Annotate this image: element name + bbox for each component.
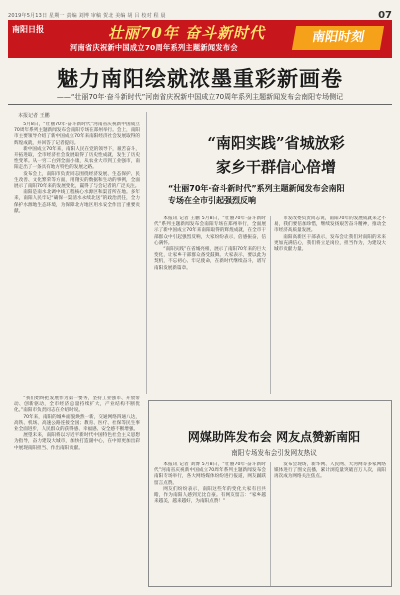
main-paragraph: 70年来，南阳的城乡面貌焕然一新，交通网络四通八达，高铁、机场、高速公路连接全国；教育、医疗、社保等民生事业全面进步，人民群众的获得感、幸福感、安全感不断增强。 <box>14 414 140 433</box>
side-paragraph: 南阳高新区干部表示，发布会让我们对南阳的未来更加充满信心，我们将立足岗位，担当作为，为建设大城市贡献力量。 <box>274 234 386 253</box>
side-paragraph: 本报讯 记者 王鹏 5月8日，“壮丽70年·奋斗新时代”系列主题新闻发布会南阳专场在郑州举行，全面展示了新中国成立70年来南阳取得的辉煌成就，在全市干部群众中引起强烈反响，大家纷纷表示，倍感振奋，信心满怀。 <box>154 216 266 246</box>
banner-subslogan: 河南省庆祝新中国成立70周年系列主题新闻发布会 <box>70 43 238 52</box>
netmedia-article-title: 网媒助阵发布会 网友点赞新南阳 <box>187 430 361 444</box>
side-article-col1 <box>154 216 266 396</box>
side-sub-line1: “壮丽70年·奋斗新时代”系列主题新闻发布会南阳 <box>168 184 345 193</box>
main-article-col1 <box>14 122 140 392</box>
issue-info: 2019年5月13日 星期一 责编 刘博 审稿 贺北 美编 胡 吕 校对 程 晨 <box>8 12 166 19</box>
column-divider <box>146 112 147 394</box>
main-paragraph: 南阳是南水北调中线工程核心水源区和渠首所在地。多年来，南阳人民牢记“确保一渠清水永续北送”的政治责任，全力保护水源地生态环境，为保障北方地区用水安全作出了重要贡献。 <box>14 190 140 214</box>
byline: 本报记者 王鹏 <box>18 113 50 119</box>
main-article-col1-lower <box>14 396 140 586</box>
page-number: 07 <box>378 9 392 21</box>
main-paragraph: 发布会上，南阳市负责同志围绕经济发展、生态保护、民生改善、文化繁荣等方面，用翔实的数据和生动的事例，全面展示了南阳70年来的发展变化，赢得了与会记者的广泛关注。 <box>14 171 140 190</box>
headline-divider <box>8 104 392 105</box>
main-paragraph: 新中国成立70年来，南阳人民在党的领导下，艰苦奋斗，开拓进取，全市经济社会发展取得了历史性成就，发生了历史性变革。从一穷二白到全面小康，从农业大市到工业强市，南阳走出了一条具有地方特色的发展之路。 <box>14 146 140 171</box>
side-title-line1: “南阳实践”省城放彩 <box>207 134 345 152</box>
side-paragraph: 市发改委负责同志说，南阳70年的发展成就来之不易，我们要倍加珍惜，继续发扬艰苦奋斗精神，推动全市经济高质量发展。 <box>274 216 386 234</box>
page-headline: 魅力南阳绘就浓墨重彩新画卷 <box>57 66 343 91</box>
netmedia-paragraph: 本报讯 记者 刘博 5月8日，“壮丽70年·奋斗新时代”河南省庆祝新中国成立70周年系列主题新闻发布会南阳专场举行，各大网络媒体纷纷进行报道，网友踊跃留言点赞。 <box>154 462 266 486</box>
banner-slogan: 壮丽70年 奋斗新时代 <box>108 24 266 42</box>
side-paragraph: “南阳实践”在省城亮相，展示了南阳70年来的巨大变化，让家乡干部群众备受鼓舞。大家表示，要以此为契机，不忘初心、牢记使命，在新时代继续奋斗，谱写南阳发展新篇章。 <box>154 247 266 271</box>
side-title-line2: 家乡干群信心倍增 <box>215 158 336 176</box>
column-divider <box>270 216 271 394</box>
masthead-banner <box>8 20 392 58</box>
newspaper-logo: 南阳日报 <box>12 24 44 34</box>
netmedia-paragraph: 发布会现场，新华网、人民网、大河网等多家网络媒体进行了图文直播，累计浏览量突破百万人次，南阳再次成为网络关注焦点。 <box>274 462 386 480</box>
netmedia-article-subtitle: 南阳专场发布会引发网友热议 <box>231 449 317 457</box>
side-article-col2 <box>274 216 386 396</box>
page-subheadline: ——“壮丽70年·奋斗新时代”河南省庆祝新中国成立70周年系列主题新闻发布会南阳专场侧记 <box>56 93 344 101</box>
column-divider <box>270 462 271 586</box>
side-article-subtitle <box>168 183 368 207</box>
side-sub-line2: 专场在全市引起强烈反响 <box>168 196 256 205</box>
main-paragraph: 5月8日，“壮丽70年·奋斗新时代”河南省庆祝新中国成立70周年系列主题新闻发布会南阳专场在郑州举行。会上，南阳市主要领导介绍了新中国成立70年来南阳经济社会发展取得的辉煌成就，并回答了记者提问。 <box>14 122 140 146</box>
main-paragraph: 展望未来，南阳将以习近平新时代中国特色社会主义思想为指导，奋力建设大城市，加快打造副中心，在中原更加出彩中展现南阳担当、作出南阳贡献。 <box>14 433 140 451</box>
netmedia-paragraph: 网友们纷纷表示，南阳这些年的变化大家有目共睹，作为南阳人感到无比自豪。有网友留言：“家乡越来越美，越来越好，为南阳点赞！” <box>154 486 266 505</box>
side-article-title <box>160 132 392 177</box>
main-paragraph: “我们始终把发展作为第一要务，坚持工业强市、开放带动、创新驱动，全市经济总量持续扩大，产业结构不断优化。”南阳市负责同志在介绍时说。 <box>14 396 140 414</box>
netmedia-col2 <box>274 462 386 586</box>
top-info-line <box>8 10 392 20</box>
netmedia-col1 <box>154 462 266 586</box>
column-badge: 南阳时刻 <box>292 26 384 50</box>
